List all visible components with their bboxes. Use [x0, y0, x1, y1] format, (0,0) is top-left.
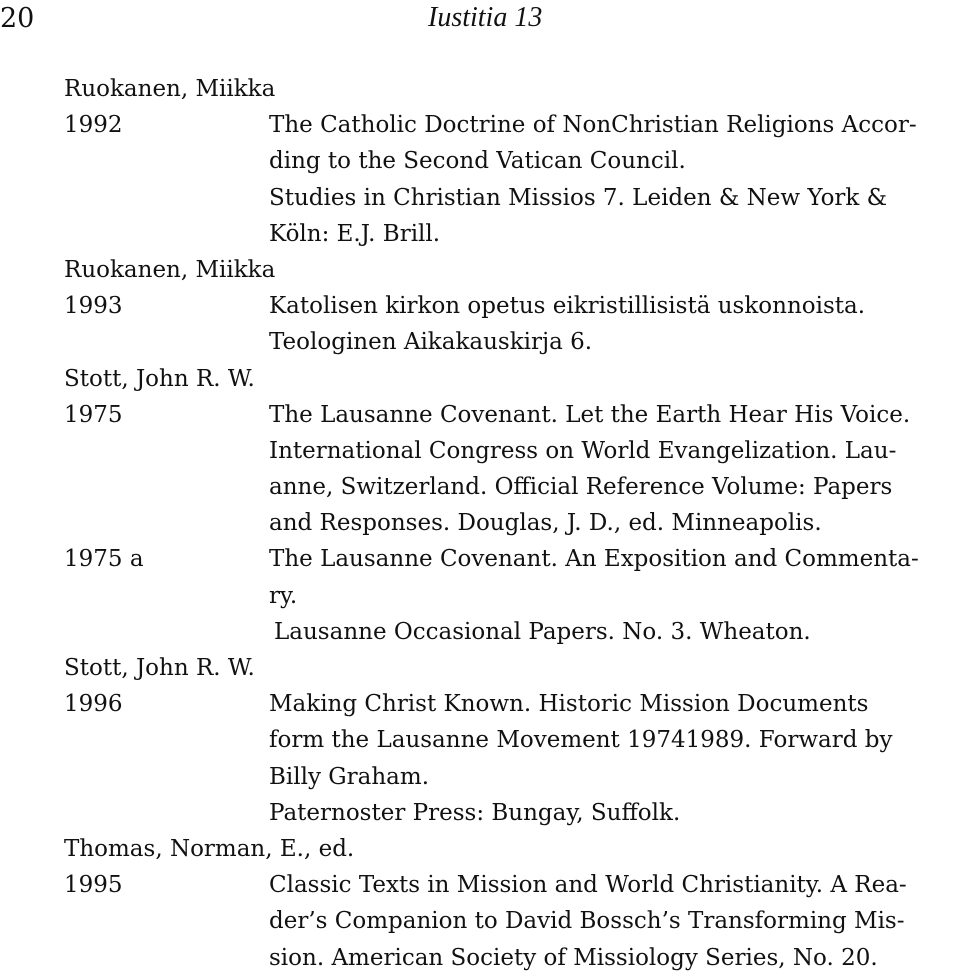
entry-text: der’s Companion to David Bossch’s Transforming Mis- — [269, 908, 905, 935]
author-line — [64, 71, 954, 107]
author-name: Stott, John R. W. — [64, 655, 255, 681]
bibliography-list — [64, 71, 954, 976]
entry-line — [64, 795, 954, 831]
entry-text: Classic Texts in Mission and World Christianity. A Rea- — [269, 872, 907, 899]
entry-line — [64, 433, 954, 469]
entry-text: Studies in Christian Missios 7. Leiden & New York & — [269, 184, 888, 211]
author-line — [64, 361, 954, 397]
entry-line — [64, 722, 954, 758]
entry-text: ding to the Second Vatican Council. — [269, 148, 686, 175]
entry-year: 1996 — [64, 691, 123, 718]
entry-text: Billy Graham. — [269, 763, 430, 790]
entry-line — [64, 107, 954, 143]
entry-line — [64, 867, 954, 903]
entry-line — [64, 288, 954, 324]
entry-year: 1995 — [64, 872, 123, 899]
author-line — [64, 650, 954, 686]
entry-text: ry. — [269, 582, 298, 609]
entry-line — [64, 324, 954, 360]
entry-year: 1975 a — [64, 546, 144, 573]
entry-year: 1992 — [64, 112, 123, 139]
author-name: Ruokanen, Miikka — [64, 256, 276, 283]
entry-line — [64, 759, 954, 795]
entry-line — [64, 505, 954, 541]
entry-text: Katolisen kirkon opetus eikristillisistä uskonnoista. — [269, 293, 866, 320]
entry-text: The Lausanne Covenant. Let the Earth Hear His Voice. — [269, 401, 911, 428]
entry-text: Paternoster Press: Bungay, Suffolk. — [269, 799, 681, 826]
entry-text: International Congress on World Evangelization. Lau- — [269, 437, 897, 464]
page-number: 20 — [0, 3, 35, 34]
entry-text: Teologinen Aikakauskirja 6. — [269, 329, 593, 356]
entry-text: sion. American Society of Missiology Series, No. 20. — [269, 944, 878, 971]
entry-text: The Lausanne Covenant. An Exposition and Commenta- — [269, 546, 919, 573]
entry-year: 1975 — [64, 401, 123, 428]
author-name: Ruokanen, Miikka — [64, 76, 276, 102]
running-title: Iustitia 13 — [428, 2, 543, 33]
entry-line — [64, 180, 954, 216]
entry-text: and Responses. Douglas, J. D., ed. Minneapolis. — [269, 510, 822, 537]
entry-text: The Catholic Doctrine of NonChristian Religions Accor- — [269, 112, 917, 139]
entry-line — [64, 541, 954, 577]
entry-text: anne, Switzerland. Official Reference Volume: Papers — [269, 474, 893, 501]
entry-line — [64, 578, 954, 614]
entry-text: Making Christ Known. Historic Mission Documents — [269, 691, 869, 718]
entry-line — [64, 686, 954, 722]
author-line — [64, 831, 954, 867]
entry-line — [64, 143, 954, 179]
author-line — [64, 252, 954, 288]
entry-line — [64, 614, 954, 650]
entry-line — [64, 397, 954, 433]
entry-line — [64, 903, 954, 939]
entry-text: Lausanne Occasional Papers. No. 3. Wheaton. — [274, 618, 811, 645]
entry-text: form the Lausanne Movement 19741989. Forward by — [269, 727, 893, 754]
author-name: Thomas, Norman, E., ed. — [64, 835, 355, 862]
entry-line — [64, 940, 954, 976]
entry-line — [64, 216, 954, 252]
entry-text: Köln: E.J. Brill. — [269, 220, 441, 247]
entry-year: 1993 — [64, 293, 123, 320]
entry-line — [64, 469, 954, 505]
author-name: Stott, John R. W. — [64, 365, 255, 392]
